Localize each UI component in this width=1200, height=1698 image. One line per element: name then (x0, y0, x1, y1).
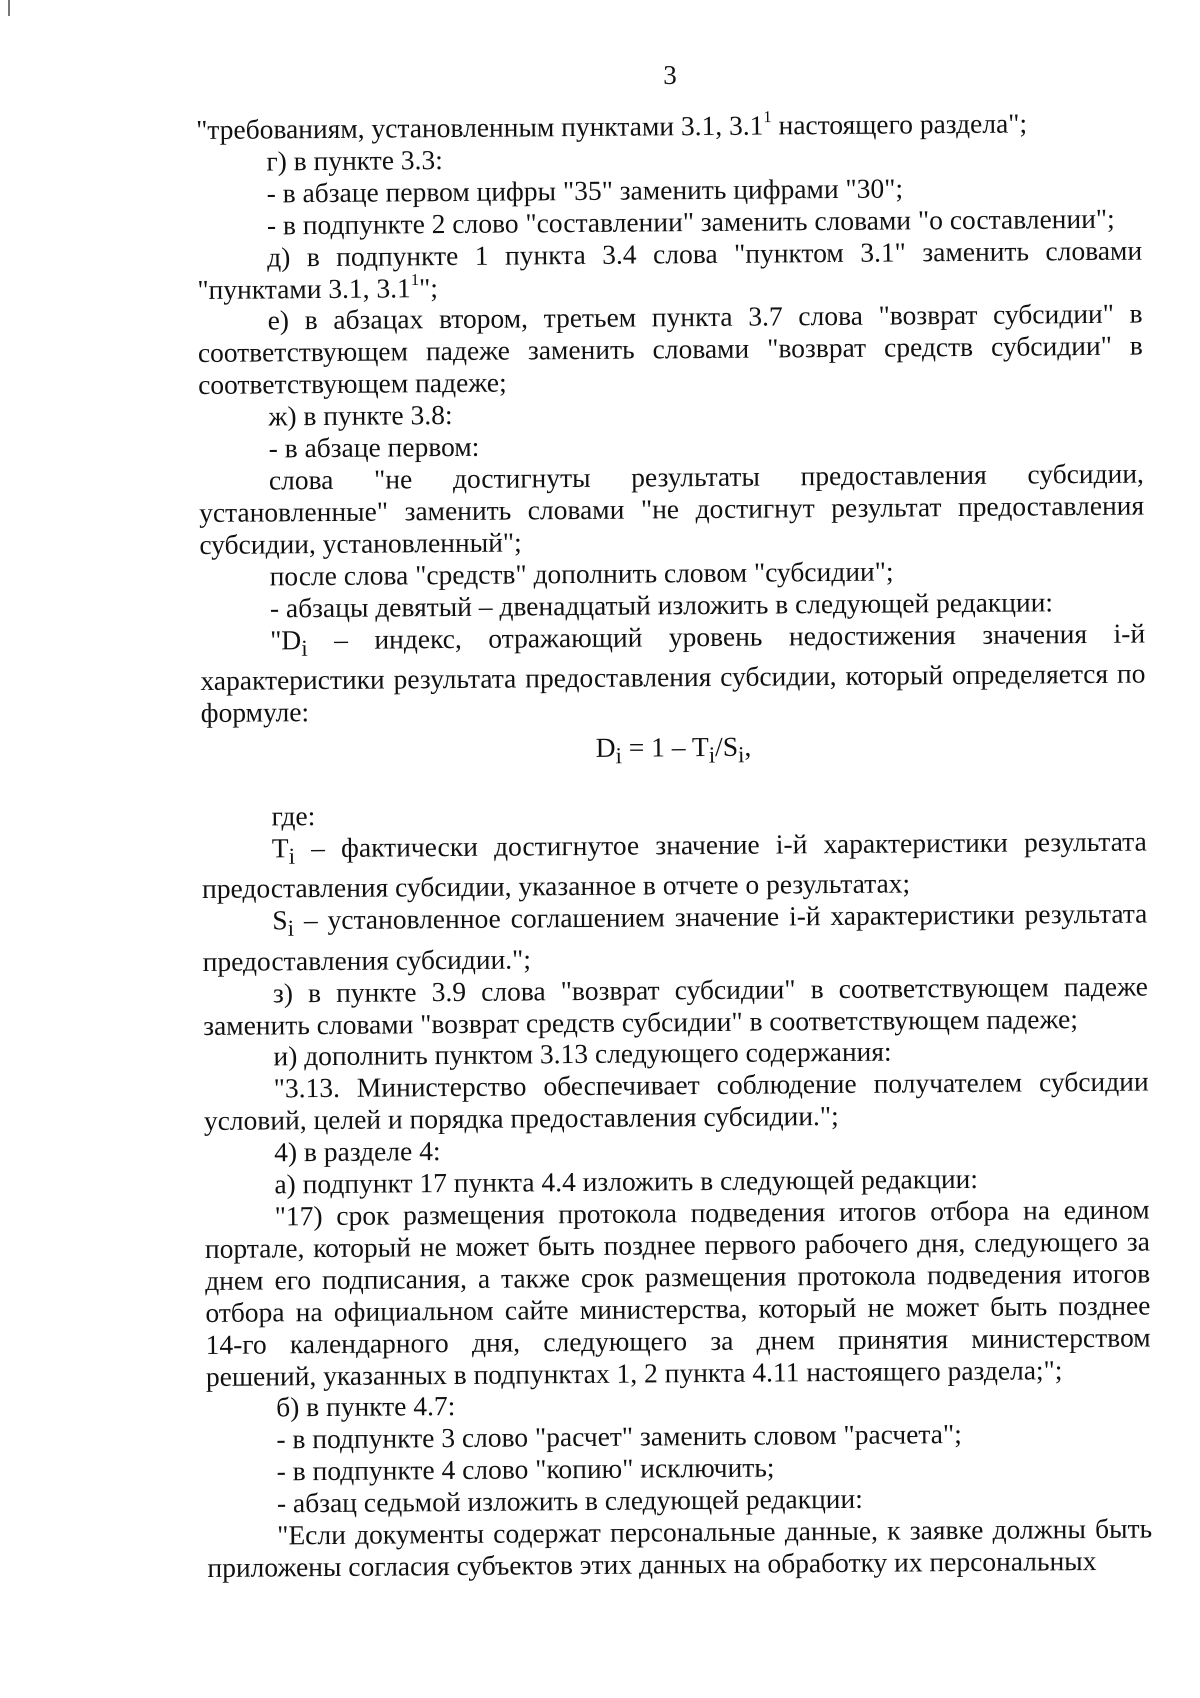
paragraph-after-word: после слова "средств" дополнить словом "субсидии"; (269, 555, 894, 592)
paragraph-3-13: "3.13. Министерство обеспечивает соблюдение получателем субсидии условий, целей и порядка предоставления субсидии."; (203, 1065, 1149, 1137)
paragraph-item-a: а) подпункт 17 пункта 4.4 изложить в следующей редакции: (274, 1162, 979, 1200)
formula: $D_i = 1 - T_i/S_i$, (595, 730, 752, 768)
paragraph-words: слова "не достигнуты результаты предоставления субсидии, установленные" заменить словами "не достигнут результат предоставления субсидии, установленный"; (199, 457, 1145, 560)
paragraph-dash: - абзац седьмой изложить в следующей редакции: (276, 1482, 863, 1519)
paragraph-item-e: е) в абзацах втором, третьем пункта 3.7 слова "возврат субсидии" в соответствующем падеже заменить словами "возврат средств субсидии" в соответствующем падеже; (197, 298, 1143, 401)
paragraph-dash: - в абзаце первом цифры "35" заменить цифрами "30"; (266, 172, 904, 209)
scan-edge-mark (8, 0, 10, 16)
paragraph-item-g: г) в пункте 3.3: (266, 143, 443, 177)
paragraph-item-zh: ж) в пункте 3.8: (268, 399, 453, 432)
paragraph-dash: - в подпункте 2 слово "составлении" заменить словами "о составлении"; (266, 202, 1115, 241)
paragraph-continuation: "требованиям, установленным пунктами 3.1, $3.1^1$ настоящего раздела"; (196, 107, 1028, 145)
paragraph-si-definition: $S_i$ – установленное соглашением значение i-й характеристики результата предоставления субсидии."; (202, 897, 1148, 977)
paragraph-where: где: (271, 800, 316, 832)
paragraph-item-b: б) в пункте 4.7: (276, 1390, 456, 1423)
paragraph-personal-data: "Если документы содержат персональные данные, к заявке должны быть приложены согласия субъектов этих данных на обработку их персональных (207, 1512, 1153, 1583)
document-body (196, 107, 1153, 1584)
paragraph-subitem-17: "17) срок размещения протокола подведения итогов отбора на едином портале, который не может быть позднее первого рабочего дня, следующего за днем его подписания, а также срок размещения протокола подведения итогов отбора на официальном сайте министерства, который не может быть позднее 14-го календарного дня, следующего за днем принятия министерством решений, указанных в подпунктах 1, 2 пункта 4.11 настоящего раздела;"; (204, 1193, 1151, 1392)
paragraph-dash: - абзацы девятый – двенадцатый изложить в следующей редакции: (269, 585, 1054, 624)
paragraph-ti-definition: $T_i$ – фактически достигнутое значение i-й характеристики результата предоставления субсидии, указанное в отчете о результатах; (201, 825, 1147, 905)
paragraph-dash: - в подпункте 4 слово "копию" исключить; (276, 1451, 775, 1487)
page-number: 3 (663, 60, 677, 90)
paragraph-dash: - в абзаце первом: (268, 430, 480, 464)
paragraph-item-i: и) дополнить пунктом 3.13 следующего содержания: (273, 1036, 892, 1072)
paragraph-item-d: д) в подпункте 1 пункта 3.4 слова "пунктом 3.1" заменить словами "пунктами 3.1, $3.1^1$"; (197, 234, 1143, 305)
paragraph-item-z: з) в пункте 3.9 слова "возврат субсидии" в соответствующем падеже заменить словами "возврат средств субсидии" в соответствующем падеже; (203, 970, 1148, 1041)
paragraph-dash: - в подпункте 3 слово "расчет" заменить словом "расчета"; (276, 1418, 962, 1455)
paragraph-section-4: 4) в разделе 4: (274, 1135, 441, 1168)
paragraph-index-definition: "$D_i$ – индекс, отражающий уровень недостижения значения i-й характеристики результата предоставления субсидии, который определяется по формуле: (200, 617, 1146, 728)
